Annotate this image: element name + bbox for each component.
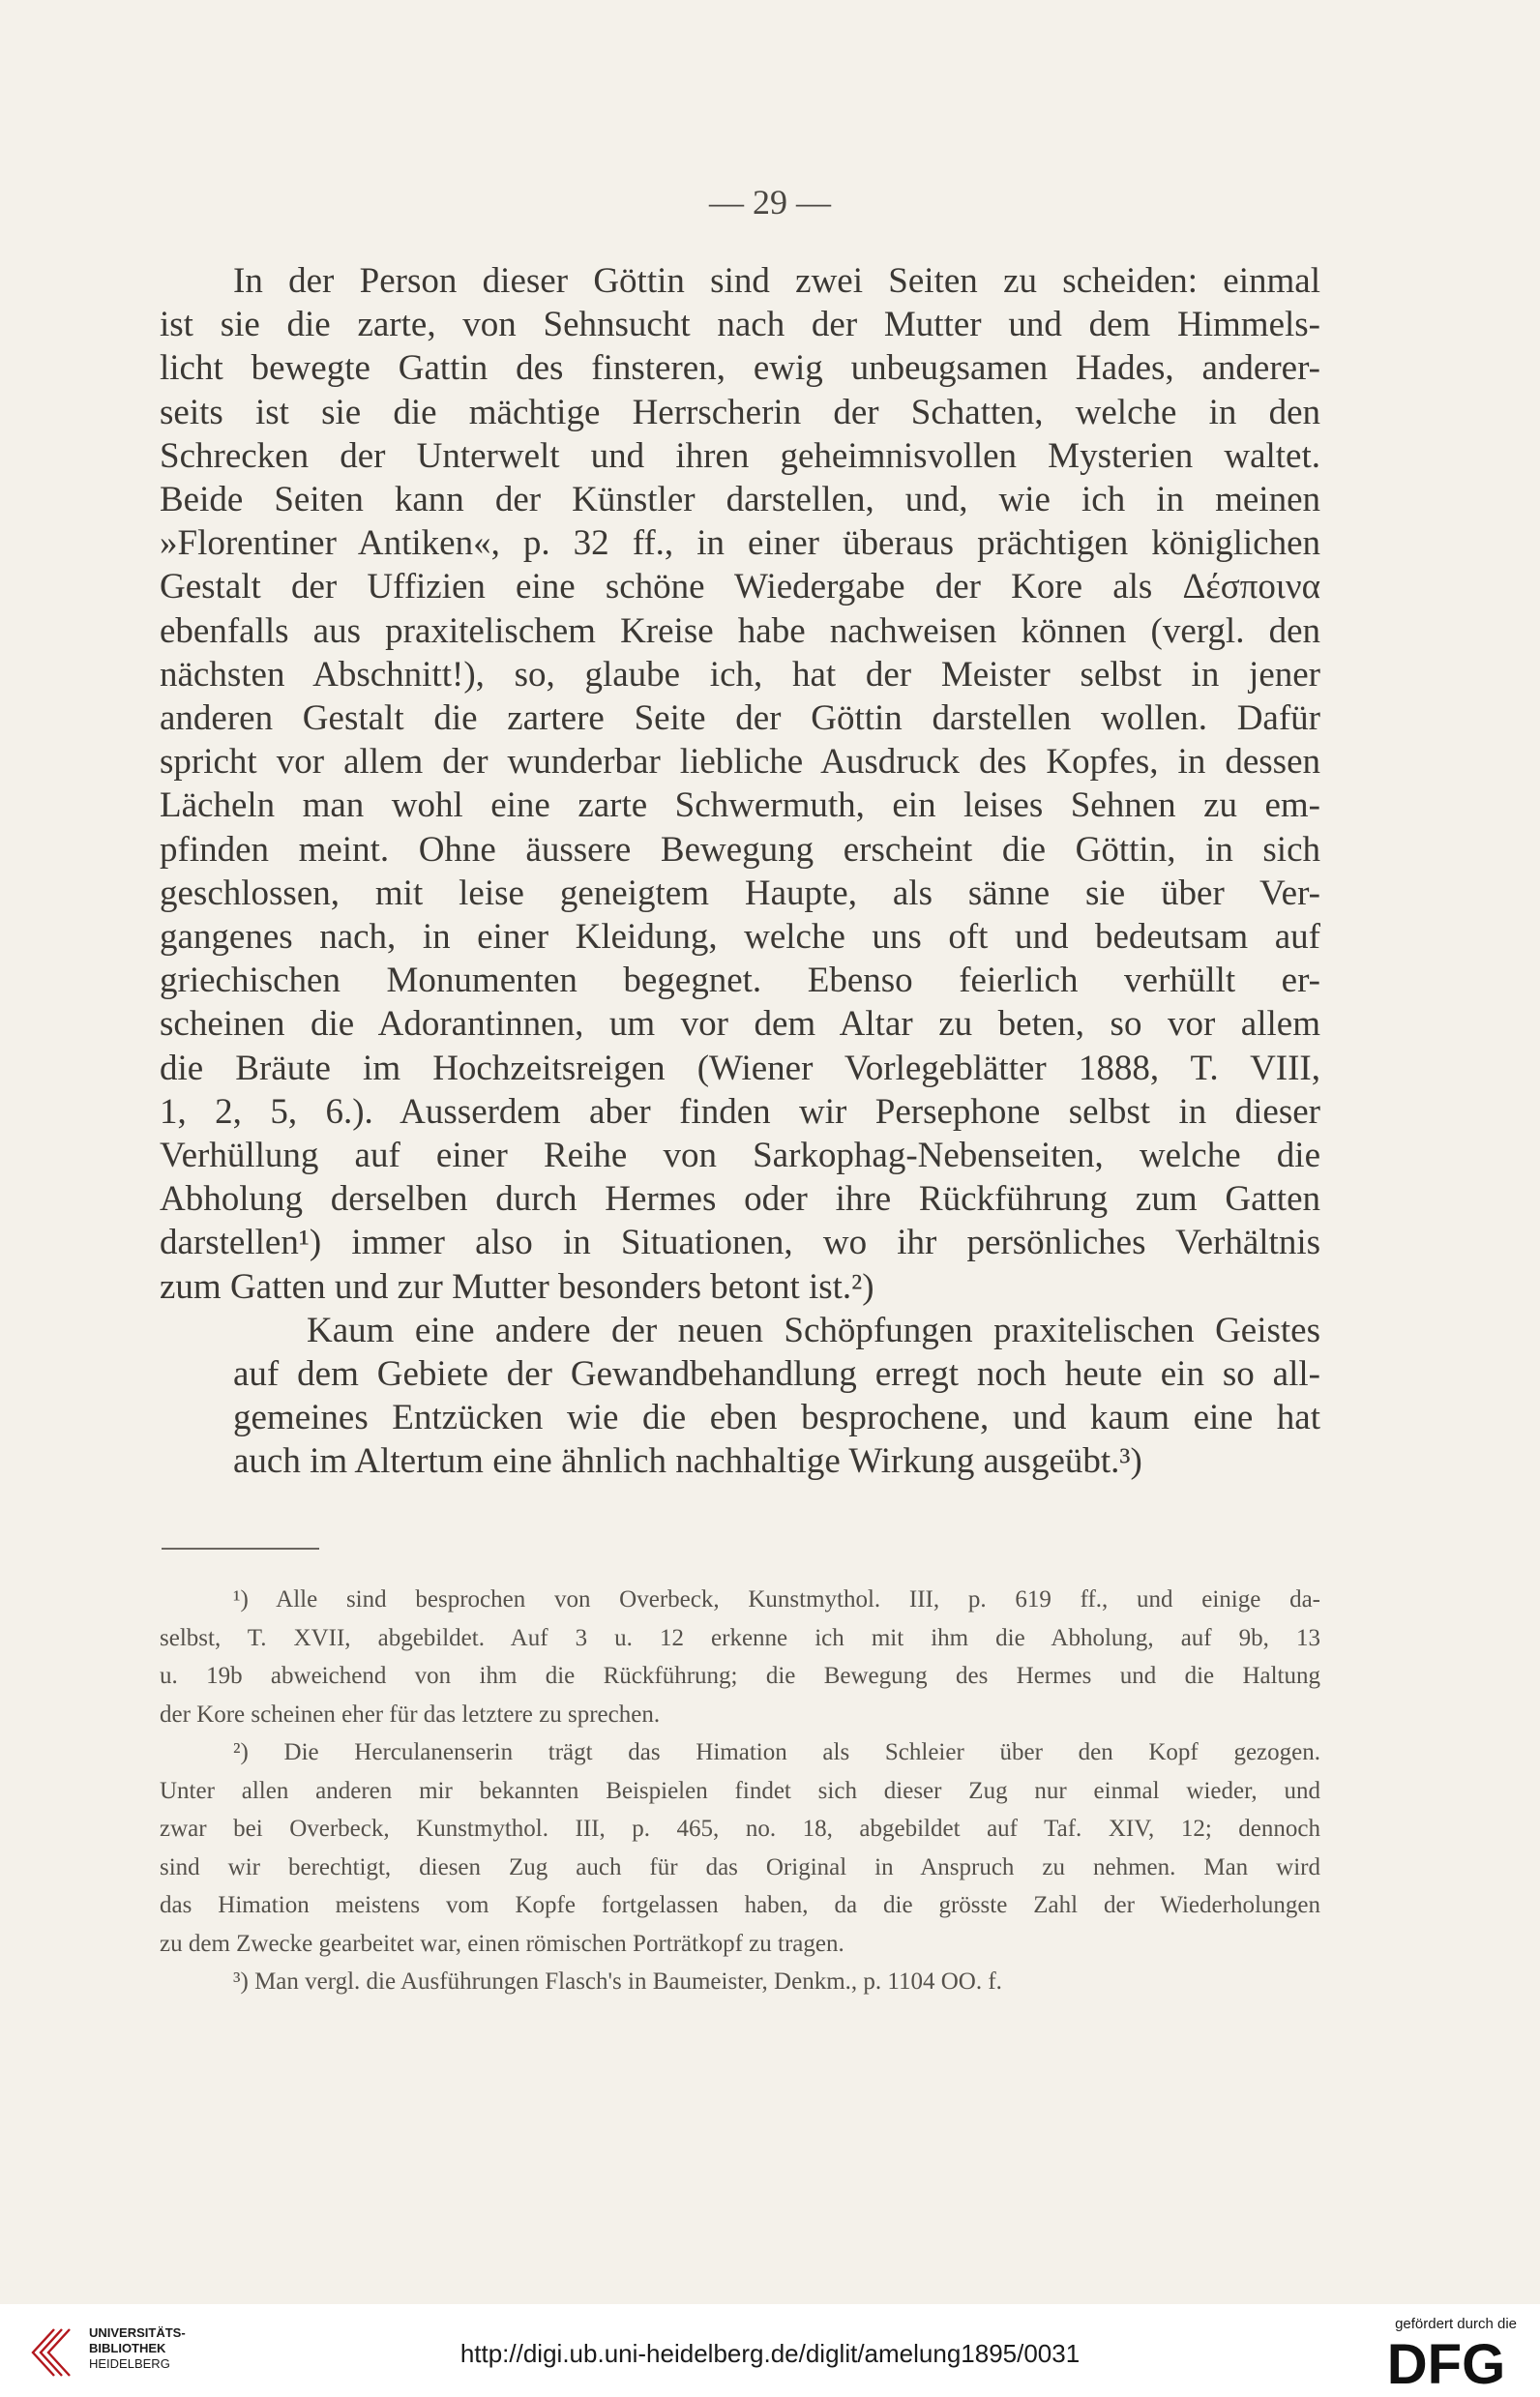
text-line: die Bräute im Hochzeitsreigen (Wiener Vorlegeblätter 1888, T. VIII, <box>160 1048 1320 1088</box>
footnote-2 <box>160 1733 1320 1963</box>
footer-bar <box>0 2304 1540 2397</box>
footnote-line: zu dem Zwecke gearbeitet war, einen römischen Porträtkopf zu tragen. <box>160 1930 844 1957</box>
text-line: »Florentiner Antiken«, p. 32 ff., in einer überaus prächtigen königlichen <box>160 523 1320 564</box>
text-line: geschlossen, mit leise geneigtem Haupte, als sänne sie über Ver- <box>160 873 1320 913</box>
paragraph-1 <box>160 259 1320 1309</box>
text-line: griechischen Monumenten begegnet. Ebenso feierlich verhüllt er- <box>160 961 1320 1001</box>
text-line: gemeines Entzücken wie die eben besprochene, und kaum eine hat <box>233 1398 1320 1438</box>
text-line: ebenfalls aus praxitelischem Kreise habe nachweisen können (vergl. den <box>160 610 1320 651</box>
text-line: licht bewegte Gattin des finsteren, ewig unbeugsamen Hades, anderer- <box>160 348 1320 389</box>
permalink-url[interactable]: http://digi.ub.uni-heidelberg.de/diglit/amelung1895/0031 <box>459 2339 1081 2368</box>
text-line: pfinden meint. Ohne äussere Bewegung erscheint die Göttin, in sich <box>160 829 1320 870</box>
text-line: ist sie die zarte, von Sehnsucht nach der Mutter und dem Himmels- <box>160 305 1320 345</box>
footnote-line: der Kore scheinen eher für das letztere zu sprechen. <box>160 1701 661 1728</box>
footnote-line: ²) Die Herculanenserin trägt das Himation als Schleier über den Kopf gezogen. <box>233 1739 1320 1765</box>
text-line: Schrecken der Unterwelt und ihren geheimnisvollen Mysterien waltet. <box>160 435 1320 476</box>
footnote-line: Unter allen anderen mir bekannten Beispielen findet sich dieser Zug nur einmal wieder, und <box>160 1777 1320 1804</box>
footnote-line: zwar bei Overbeck, Kunstmythol. III, p. 465, no. 18, abgebildet auf Taf. XIV, 12; dennoch <box>160 1816 1320 1842</box>
text-line: Gestalt der Uffizien eine schöne Wiedergabe der Kore als Δέσποινα <box>160 567 1320 607</box>
text-line: anderen Gestalt die zartere Seite der Göttin darstellen wollen. Dafür <box>160 698 1320 739</box>
text-line: zum Gatten und zur Mutter besonders betont ist.²) <box>160 1266 874 1307</box>
text-line: spricht vor allem der wunderbar liebliche Ausdruck des Kopfes, in dessen <box>160 742 1320 783</box>
text-line: gangenes nach, in einer Kleidung, welche uns oft und bedeutsam auf <box>160 917 1320 958</box>
text-line: 1, 2, 5, 6.). Ausserdem aber finden wir Persephone selbst in dieser <box>160 1091 1320 1132</box>
text-line: Lächeln man wohl eine zarte Schwermuth, ein leises Sehnen zu em- <box>160 785 1320 826</box>
page-number: — 29 — <box>709 183 831 222</box>
footnote-1 <box>160 1581 1320 1733</box>
text-line: Kaum eine andere der neuen Schöpfungen praxitelischen Geistes <box>307 1310 1320 1350</box>
body-text <box>160 259 1320 1484</box>
dfg-logo-icon <box>1374 2337 1519 2389</box>
library-name-line-3: HEIDELBERG <box>89 2356 170 2371</box>
footnote-line: u. 19b abweichend von ihm die Rückführung; die Bewegung des Hermes und die Haltung <box>160 1663 1320 1689</box>
footnotes <box>160 1581 1320 2001</box>
dfg-logo-text: DFG <box>1386 2337 1506 2389</box>
text-line: nächsten Abschnitt!), so, glaube ich, hat der Meister selbst in jener <box>160 654 1320 695</box>
paragraph-2 <box>160 1309 1320 1484</box>
text-line: Abholung derselben durch Hermes oder ihre Rückführung zum Gatten <box>160 1179 1320 1220</box>
library-name-line-2: BIBLIOTHEK <box>89 2341 166 2355</box>
footnote-line: sind wir berechtigt, diesen Zug auch für das Original in Anspruch zu nehmen. Man wird <box>160 1853 1320 1880</box>
footnote-line: ¹) Alle sind besprochen von Overbeck, Kunstmythol. III, p. 619 ff., und einige da- <box>233 1586 1320 1613</box>
footnote-line: selbst, T. XVII, abgebildet. Auf 3 u. 12 erkenne ich mit ihm die Abholung, auf 9b, 13 <box>160 1624 1320 1651</box>
library-name-line-1: UNIVERSITÄTS- <box>89 2325 186 2340</box>
footnote-line: das Himation meistens vom Kopfe fortgelassen haben, da die grösste Zahl der Wiederholungen <box>160 1892 1320 1918</box>
text-line: In der Person dieser Göttin sind zwei Seiten zu scheiden: einmal <box>233 261 1320 301</box>
footnote-separator <box>162 1548 319 1550</box>
text-line: auf dem Gebiete der Gewandbehandlung erregt noch heute ein so all- <box>233 1354 1320 1395</box>
text-line: scheinen die Adorantinnen, um vor dem Altar zu beten, so vor allem <box>160 1004 1320 1045</box>
text-line: darstellen¹) immer also in Situationen, wo ihr persönliches Verhältnis <box>160 1223 1320 1263</box>
footnote-line: ³) Man vergl. die Ausführungen Flasch's in Baumeister, Denkm., p. 1104 OO. f. <box>233 1968 1002 1995</box>
text-line: Beide Seiten kann der Künstler darstellen, und, wie ich in meinen <box>160 480 1320 520</box>
funding-label: gefördert durch die <box>1395 2316 1517 2332</box>
text-line: seits ist sie die mächtige Herrscherin der Schatten, welche in den <box>160 392 1320 432</box>
text-line: auch im Altertum eine ähnlich nachhaltige Wirkung ausgeübt.³) <box>233 1441 1142 1482</box>
footnote-3 <box>160 1963 1320 2001</box>
text-line: Verhüllung auf einer Reihe von Sarkophag-Nebenseiten, welche die <box>160 1136 1320 1176</box>
